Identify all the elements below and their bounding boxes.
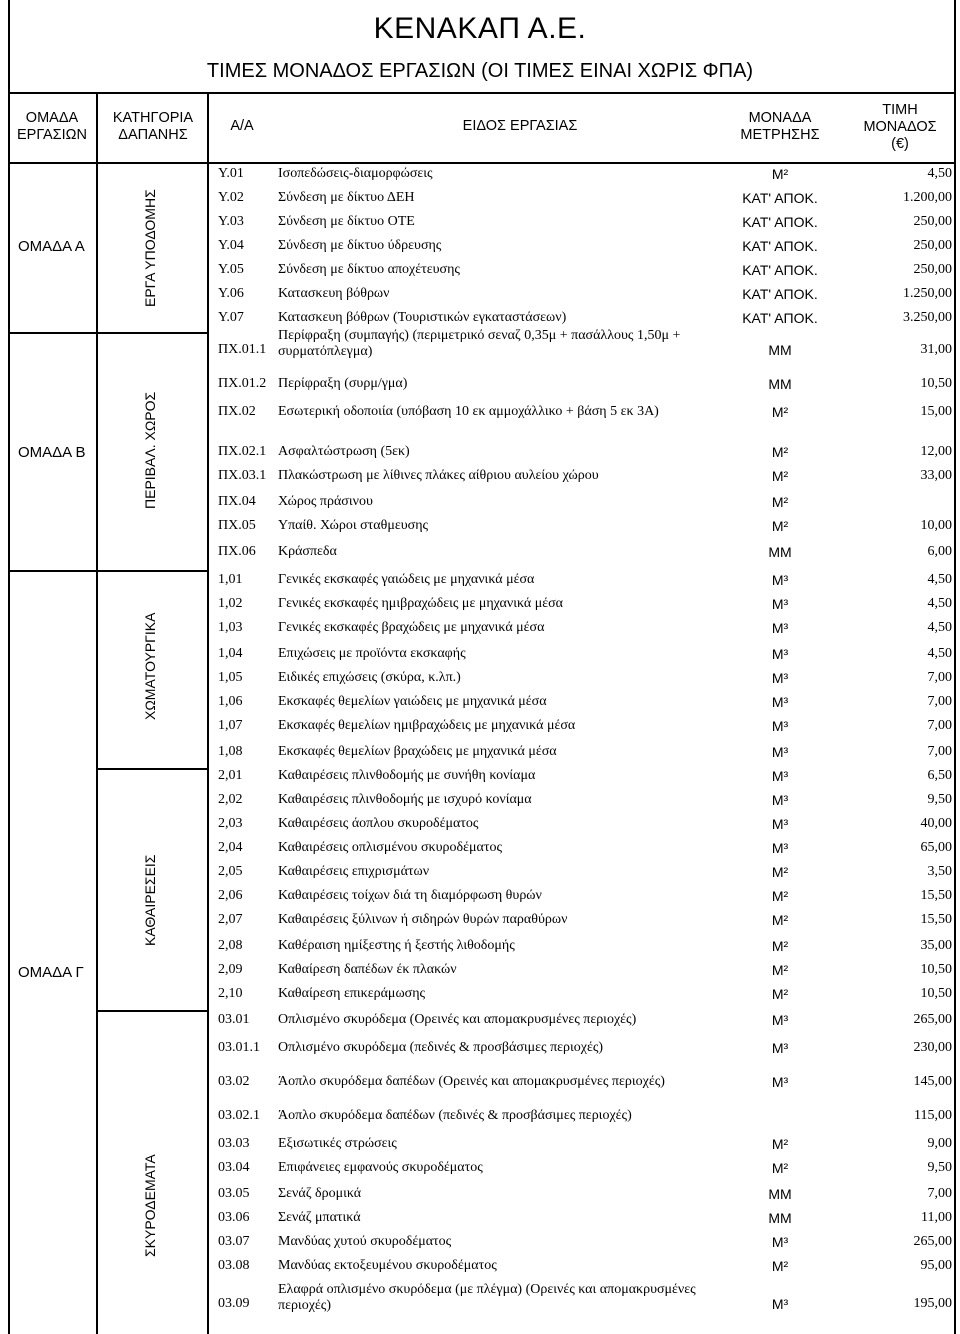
row-description: Περίφραξη (συρμ/γμα) [278,376,408,391]
row-price: 4,50 [927,596,952,611]
group-b-c-rule [8,570,208,572]
row-price: 6,50 [927,768,952,783]
row-price: 7,00 [927,718,952,733]
row-price: 15,00 [920,404,952,419]
row-unit: ΚΑΤ' ΑΠΟΚ. [742,286,818,302]
row-description: Σενάζ μπατικά [278,1210,361,1225]
row-description: Κατασκευη βόθρων [278,286,390,301]
row-description: Γενικές εκσκαφές γαιώδεις με μηχανικά μέσα [278,572,535,587]
col-header-category-line2: ΔΑΠΑΝΗΣ [118,127,188,143]
row-unit: Μ² [771,1136,789,1152]
row-code: Υ.01 [218,166,244,181]
row-price: 10,50 [920,986,952,1001]
row-price: 9,00 [927,1136,952,1151]
row-price: 7,00 [927,694,952,709]
row-description: Γενικές εκσκαφές βραχώδεις με μηχανικά μέσα [278,620,545,635]
category-concrete: ΣΚΥΡΟΔΕΜΑΤΑ [142,1154,158,1258]
row-description: Περίφραξη (συμπαγής) (περιμετρικό σεναζ 0,35μ + πασάλλους 1,50μ + συρματόπλεγμα) [278,328,681,359]
row-code: 03.05 [218,1186,250,1201]
row-price: 115,00 [914,1108,952,1123]
row-code: 2,10 [218,986,243,1001]
row-description: Καθαίρεση επικεράμωσης [278,986,426,1001]
row-description: Σύνδεση με δίκτυο ΟΤΕ [278,214,415,229]
row-price: 4,50 [927,572,952,587]
row-price: 9,50 [927,1160,952,1175]
col-header-description: ΕΙΔΟΣ ΕΡΓΑΣΙΑΣ [462,118,578,134]
col-header-code: Α/Α [230,118,254,134]
row-code: 03.02.1 [218,1108,260,1123]
row-unit: Μ² [771,468,789,484]
row-description: Κατασκευη βόθρων (Τουριστικών εγκαταστάσεων) [278,310,567,325]
row-unit: Μ³ [771,670,789,686]
row-price: 1.250,00 [903,286,952,301]
row-description: Καθαιρέσεις οπλισμένου σκυροδέματος [278,840,502,855]
group-c-label: ΟΜΑΔΑ Γ [18,964,84,981]
row-code: 2,02 [218,792,243,807]
row-price: 10,50 [920,962,952,977]
row-code: 2,05 [218,864,243,879]
row-unit: Μ³ [771,620,789,636]
row-price: 4,50 [927,620,952,635]
row-code: 03.04 [218,1160,250,1175]
row-price: 145,00 [913,1074,952,1089]
category-earthworks: ΧΩΜΑΤΟΥΡΓΙΚΑ [142,612,158,720]
row-code: Υ.07 [218,310,244,325]
row-description: Σενάζ δρομικά [278,1186,362,1201]
row-code: Υ.04 [218,238,244,253]
row-code: ΠΧ.02.1 [218,444,267,459]
col-header-unit-line1: ΜΟΝΑΔΑ [748,110,812,126]
row-code: 1,01 [218,572,243,587]
row-unit: ΜΜ [768,1186,792,1202]
row-description: Εσωτερική οδοποιία (υπόβαση 10 εκ αμμοχάλλικο + βάση 5 εκ 3Α) [278,404,659,419]
row-description: Καθαιρέσεις άοπλου σκυροδέματος [278,816,479,831]
row-unit: ΜΜ [768,342,792,358]
row-code: ΠΧ.01.2 [218,376,267,391]
header-bottom-rule [8,162,956,164]
row-unit: Μ³ [771,744,789,760]
row-unit: Μ³ [771,840,789,856]
row-code: Υ.02 [218,190,244,205]
row-description: Σύνδεση με δίκτυο ύδρευσης [278,238,442,253]
row-price: 95,00 [920,1258,952,1273]
row-price: 6,00 [927,544,952,559]
row-unit: Μ³ [771,1040,789,1056]
row-description: Καθέραιση ημίξεστης ή ξεστής λιθοδομής [278,938,515,953]
row-code: 03.01 [218,1012,250,1027]
row-unit: Μ³ [771,1074,789,1090]
row-price: 7,00 [927,744,952,759]
row-unit: Μ² [771,1258,789,1274]
row-unit: Μ² [771,864,789,880]
row-price: 33,00 [920,468,952,483]
row-code: 1,05 [218,670,243,685]
row-unit: Μ³ [771,792,789,808]
row-code: 03.06 [218,1210,250,1225]
row-price: 31,00 [920,342,952,357]
row-code: 03.09 [218,1296,250,1311]
row-unit: Μ² [771,912,789,928]
row-description: Υπαίθ. Χώροι σταθμευσης [278,518,429,533]
row-code: ΠΧ.06 [218,544,256,559]
col-header-group-line2: ΕΡΓΑΣΙΩΝ [17,127,87,143]
row-description: Καθαιρέσεις πλινθοδομής με συνήθη κονίαμα [278,768,536,783]
row-unit: Μ³ [771,1296,789,1312]
row-code: 03.07 [218,1234,250,1249]
category-earth-demo-rule [96,768,208,770]
row-unit: Μ³ [771,596,789,612]
row-unit: ΜΜ [768,1210,792,1226]
col-header-price-line1: ΤΙΜΗ [882,102,918,118]
row-code: 2,08 [218,938,243,953]
row-code: 03.03 [218,1136,250,1151]
row-price: 4,50 [927,646,952,661]
row-price: 65,00 [920,840,952,855]
row-unit: Μ² [771,888,789,904]
row-description: Μανδύας εκτοξευμένου σκυροδέματος [278,1258,497,1273]
row-price: 11,00 [921,1210,952,1225]
col-header-unit-line2: ΜΕΤΡΗΣΗΣ [740,127,820,143]
row-price: 250,00 [913,262,952,277]
row-price: 7,00 [927,1186,952,1201]
row-price: 265,00 [913,1012,952,1027]
row-code: ΠΧ.04 [218,494,256,509]
row-description: Κράσπεδα [278,544,337,559]
row-unit: Μ² [771,444,789,460]
row-price: 230,00 [913,1040,952,1055]
col-header-group [8,110,96,144]
row-price: 265,00 [913,1234,952,1249]
col-header-group-line1: ΟΜΑΔΑ [25,110,79,126]
row-description: Ασφαλτώστρωση (5εκ) [278,444,410,459]
row-price: 3,50 [927,864,952,879]
row-description: Πλακώστρωση με λίθινες πλάκες αίθριου αυλείου χώρου [278,468,599,483]
row-code: 1,03 [218,620,243,635]
col-divider-category [207,92,209,1334]
row-code: 2,07 [218,912,243,927]
row-description: Καθαιρέσεις τοίχων διά τη διαμόρφωση θυρών [278,888,542,903]
row-description: Εκσκαφές θεμελίων ημιβραχώδεις με μηχανικά μέσα [278,718,576,733]
row-code: ΠΧ.05 [218,518,256,533]
row-unit: Μ² [771,962,789,978]
row-unit: Μ³ [771,572,789,588]
row-description: Σύνδεση με δίκτυο αποχέτευσης [278,262,460,277]
category-surroundings: ΠΕΡΙΒΑΛ. ΧΩΡΟΣ [142,391,158,509]
row-code: 1,04 [218,646,243,661]
row-code: ΠΧ.02 [218,404,256,419]
row-price: 10,00 [920,518,952,533]
row-unit: Μ³ [771,768,789,784]
row-code: 1,07 [218,718,243,733]
row-description: Οπλισμένο σκυρόδεμα (Ορεινές και απομακρυσμένες περιοχές) [278,1012,637,1027]
row-code: 1,08 [218,744,243,759]
row-unit: ΚΑΤ' ΑΠΟΚ. [742,310,818,326]
row-description: Καθαιρέσεις ξύλινων ή σιδηρών θυρών παραθύρων [278,912,568,927]
row-price: 195,00 [913,1296,952,1311]
col-header-price-line2: ΜΟΝΑΔΟΣ [863,119,937,135]
page-subtitle: ΤΙΜΕΣ ΜΟΝΑΔΟΣ ΕΡΓΑΣΙΩΝ (ΟΙ ΤΙΜΕΣ ΕΙΝΑΙ ΧΩΡΙΣ ΦΠΑ) [206,60,754,82]
row-unit: Μ³ [771,1012,789,1028]
company-title: ΚΕΝΑΚΑΠ Α.Ε. [373,12,587,45]
row-code: 1,06 [218,694,243,709]
row-code: ΠΧ.03.1 [218,468,267,483]
row-description: Γενικές εκσκαφές ημιβραχώδεις με μηχανικά μέσα [278,596,564,611]
row-code: Υ.06 [218,286,244,301]
col-header-unit [720,110,840,144]
row-description: Εκσκαφές θεμελίων γαιώδεις με μηχανικά μέσα [278,694,547,709]
row-unit: Μ³ [771,694,789,710]
row-price: 250,00 [913,214,952,229]
row-description: Ειδικές επιχώσεις (σκύρα, κ.λπ.) [278,670,461,685]
row-price: 12,00 [920,444,952,459]
row-description: Μανδύας χυτού σκυροδέματος [278,1234,452,1249]
row-description: Εκσκαφές θεμελίων βραχώδεις με μηχανικά μέσα [278,744,557,759]
row-code: 2,09 [218,962,243,977]
row-code: Υ.03 [218,214,244,229]
group-b-label: ΟΜΑΔΑ Β [18,444,86,461]
row-unit: Μ³ [771,816,789,832]
row-description: Επιχώσεις με προϊόντα εκσκαφής [278,646,466,661]
row-description: Ελαφρά οπλισμένο σκυρόδεμα (με πλέγμα) (Ορεινές και απομακρυσμένες περιοχές) [278,1282,696,1313]
row-unit: Μ² [771,166,789,182]
row-description: Άοπλο σκυρόδεμα δαπέδων (Ορεινές και απομακρυσμένες περιοχές) [278,1074,665,1089]
category-infrastructure: ΕΡΓΑ ΥΠΟΔΟΜΗΣ [142,189,158,307]
row-unit: Μ³ [771,646,789,662]
row-unit: Μ² [771,938,789,954]
row-unit: Μ³ [771,1234,789,1250]
row-price: 40,00 [920,816,952,831]
row-price: 15,50 [920,888,952,903]
row-unit: Μ² [771,404,789,420]
row-description: Χώρος πράσινου [278,494,373,509]
row-description: Άοπλο σκυρόδεμα δαπέδων (πεδινές & προσβάσιμες περιοχές) [278,1108,632,1123]
row-price: 15,50 [920,912,952,927]
col-divider-group [96,92,98,1334]
row-unit: ΜΜ [768,544,792,560]
row-code: 2,06 [218,888,243,903]
row-price: 7,00 [927,670,952,685]
row-unit: Μ³ [771,718,789,734]
row-unit: ΚΑΤ' ΑΠΟΚ. [742,190,818,206]
row-unit: ΚΑΤ' ΑΠΟΚ. [742,262,818,278]
row-unit: Μ² [771,1160,789,1176]
row-description: Καθαιρέσεις επιχρισμάτων [278,864,430,879]
group-a-b-rule [8,332,208,334]
row-code: ΠΧ.01.1 [218,342,267,357]
row-unit: Μ² [771,986,789,1002]
row-price: 1.200,00 [903,190,952,205]
row-unit: Μ² [771,494,789,510]
row-price: 3.250,00 [903,310,952,325]
row-unit: Μ² [771,518,789,534]
row-description: Εξισωτικές στρώσεις [278,1136,397,1151]
group-a-label: ΟΜΑΔΑ Α [18,238,85,255]
row-code: 1,02 [218,596,243,611]
row-price: 10,50 [920,376,952,391]
row-unit: ΚΑΤ' ΑΠΟΚ. [742,214,818,230]
category-demo-concrete-rule [96,1010,208,1012]
row-code: 2,03 [218,816,243,831]
col-header-category [98,110,208,144]
row-code: 03.01.1 [218,1040,260,1055]
row-unit: ΜΜ [768,376,792,392]
row-description: Σύνδεση με δίκτυο ΔΕΗ [278,190,415,205]
row-code: 03.08 [218,1258,250,1273]
row-price: 35,00 [920,938,952,953]
row-price: 250,00 [913,238,952,253]
row-code: 2,01 [218,768,243,783]
row-description: Καθαίρεση δαπέδων έκ πλακών [278,962,457,977]
category-demolitions: ΚΑΘΑΙΡΕΣΕΙΣ [142,854,158,946]
row-description: Καθαιρέσεις πλινθοδομής με ισχυρό κονίαμα [278,792,532,807]
row-code: 2,04 [218,840,243,855]
row-unit: ΚΑΤ' ΑΠΟΚ. [742,238,818,254]
row-price: 4,50 [927,166,952,181]
row-price: 9,50 [927,792,952,807]
row-code: 03.02 [218,1074,250,1089]
header-top-rule [8,92,956,94]
col-header-price-line3: (€) [891,136,909,152]
col-header-price [848,102,952,153]
row-code: Υ.05 [218,262,244,277]
col-header-category-line1: ΚΑΤΗΓΟΡΙΑ [112,110,194,126]
row-description: Ισοπεδώσεις-διαμορφώσεις [278,166,433,181]
row-description: Οπλισμένο σκυρόδεμα (πεδινές & προσβάσιμες περιοχές) [278,1040,604,1055]
row-description: Επιφάνειες εμφανούς σκυροδέματος [278,1160,483,1175]
